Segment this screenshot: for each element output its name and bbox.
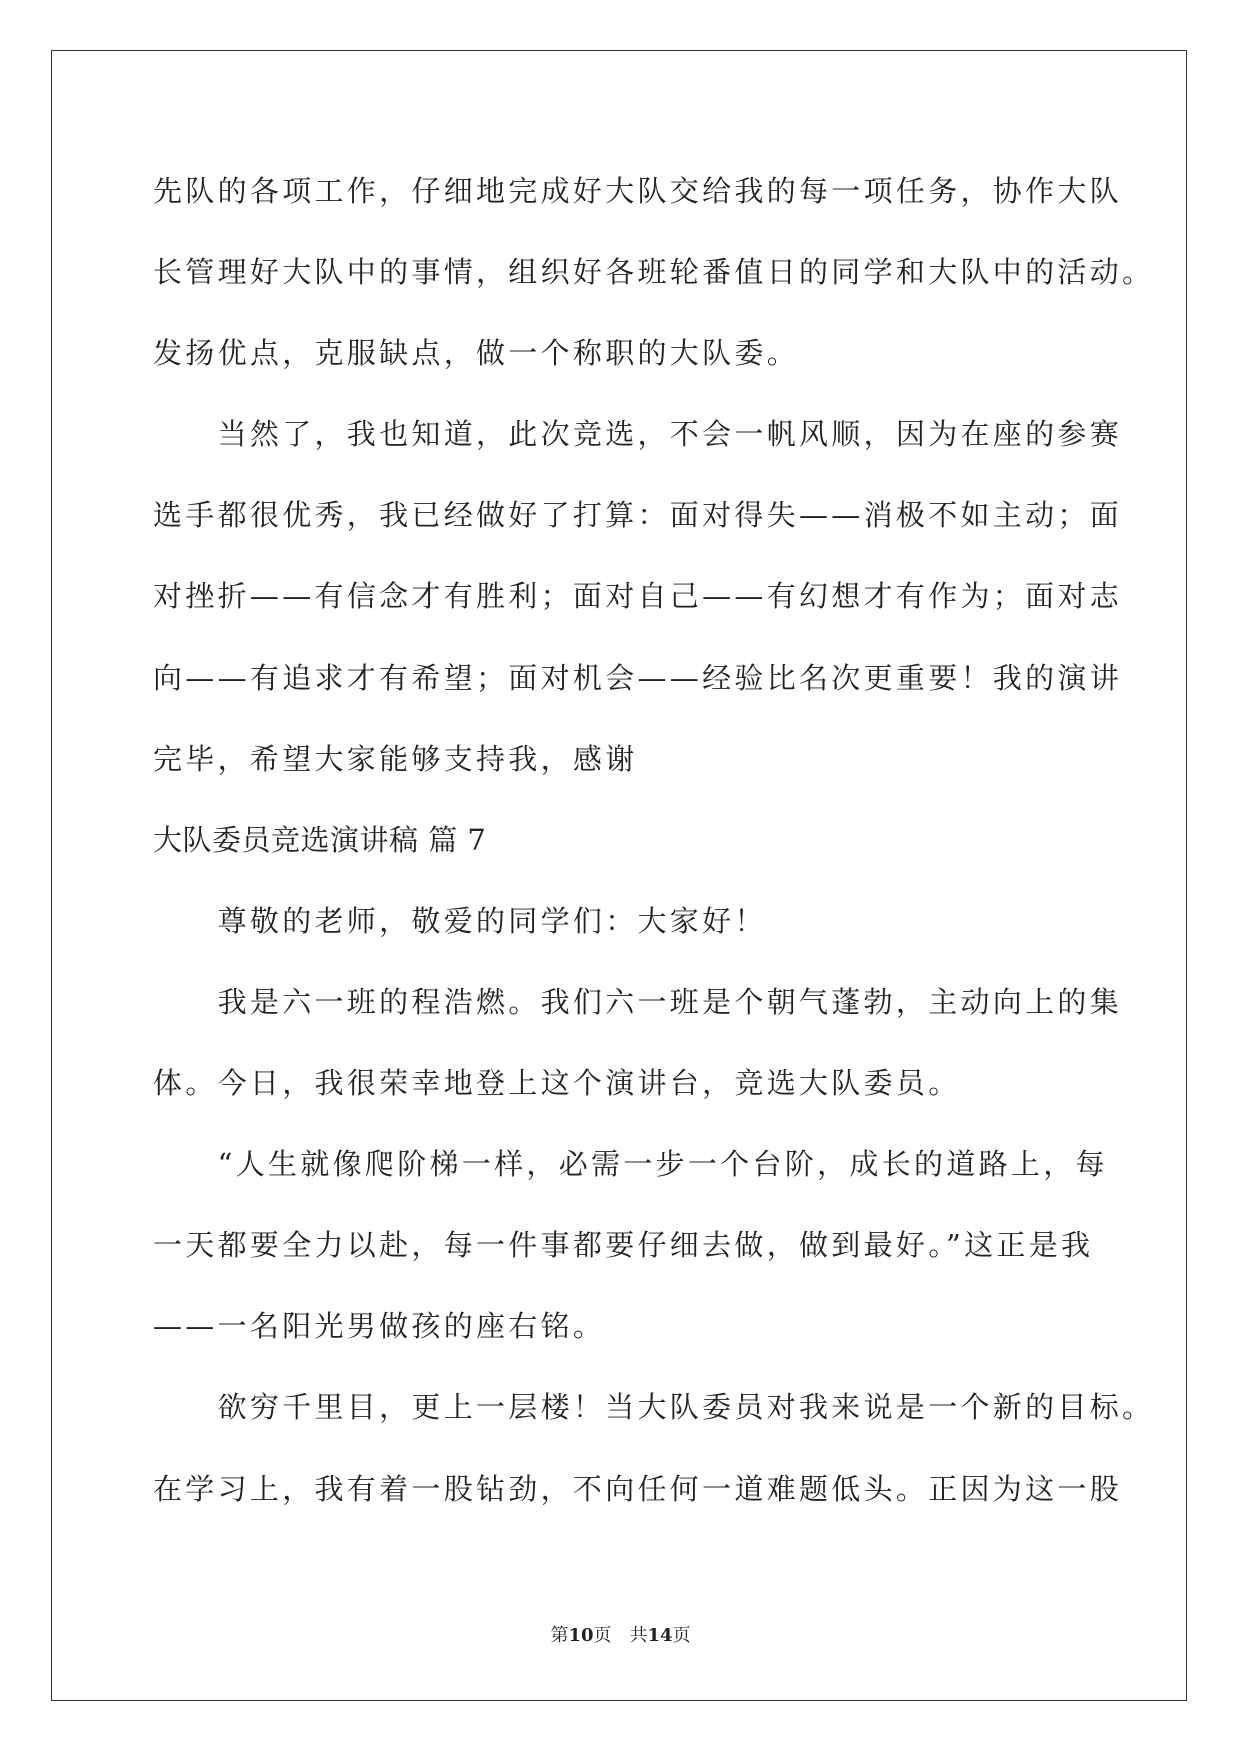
- body-text-line: 体。今日，我很荣幸地登上这个演讲台，竞选大队委员。: [153, 1066, 961, 1101]
- body-text-line: “人生就像爬阶梯一样，必需一步一个台阶，成长的道路上，每: [217, 1147, 1108, 1182]
- body-text-line: 在学习上，我有着一股钻劲，不向任何一道难题低头。正因为这一股: [153, 1471, 1123, 1506]
- body-text-line: 尊敬的老师，敬爱的同学们：大家好！: [217, 903, 767, 938]
- body-text-line: 选手都很优秀，我已经做好了打算：面对得失——消极不如主动；面: [153, 498, 1123, 533]
- body-text-line: 一天都要全力以赴，每一件事都要仔细去做，做到最好。”这正是我: [153, 1228, 1094, 1263]
- body-text-line: 对挫折——有信念才有胜利；面对自己——有幻想才有作为；面对志: [153, 579, 1123, 614]
- footer-suffix: 页: [672, 1625, 691, 1646]
- body-text-line: 当然了，我也知道，此次竞选，不会一帆风顺，因为在座的参赛: [217, 417, 1122, 452]
- total-page-count: 14: [647, 1625, 673, 1646]
- body-text-line: 先队的各项工作，仔细地完成好大队交给我的每一项任务，协作大队: [153, 174, 1123, 208]
- current-page-number: 10: [568, 1625, 594, 1646]
- body-text-line: 欲穷千里目，更上一层楼！当大队委员对我来说是一个新的目标。: [217, 1390, 1155, 1425]
- footer-prefix: 第: [550, 1625, 569, 1646]
- section-heading: 大队委员竞选演讲稿 篇 7: [153, 822, 487, 857]
- body-text-line: 完毕，希望大家能够支持我，感谢: [153, 741, 638, 776]
- body-text-line: 发扬优点，克服缺点，做一个称职的大队委。: [153, 336, 800, 371]
- footer-middle: 页 共: [593, 1625, 648, 1646]
- body-text-line: 我是六一班的程浩燃。我们六一班是个朝气蓬勃，主动向上的集: [217, 984, 1122, 1019]
- body-text-line: ——一名阳光男做孩的座右铭。: [153, 1309, 606, 1344]
- body-text-line: 长管理好大队中的事情，组织好各班轮番值日的同学和大队中的活动。: [153, 255, 1155, 290]
- body-text-line: 向——有追求才有希望；面对机会——经验比名次更重要！我的演讲: [153, 660, 1123, 695]
- document-body: [153, 151, 1153, 1530]
- page-number-footer: [0, 1624, 1241, 1648]
